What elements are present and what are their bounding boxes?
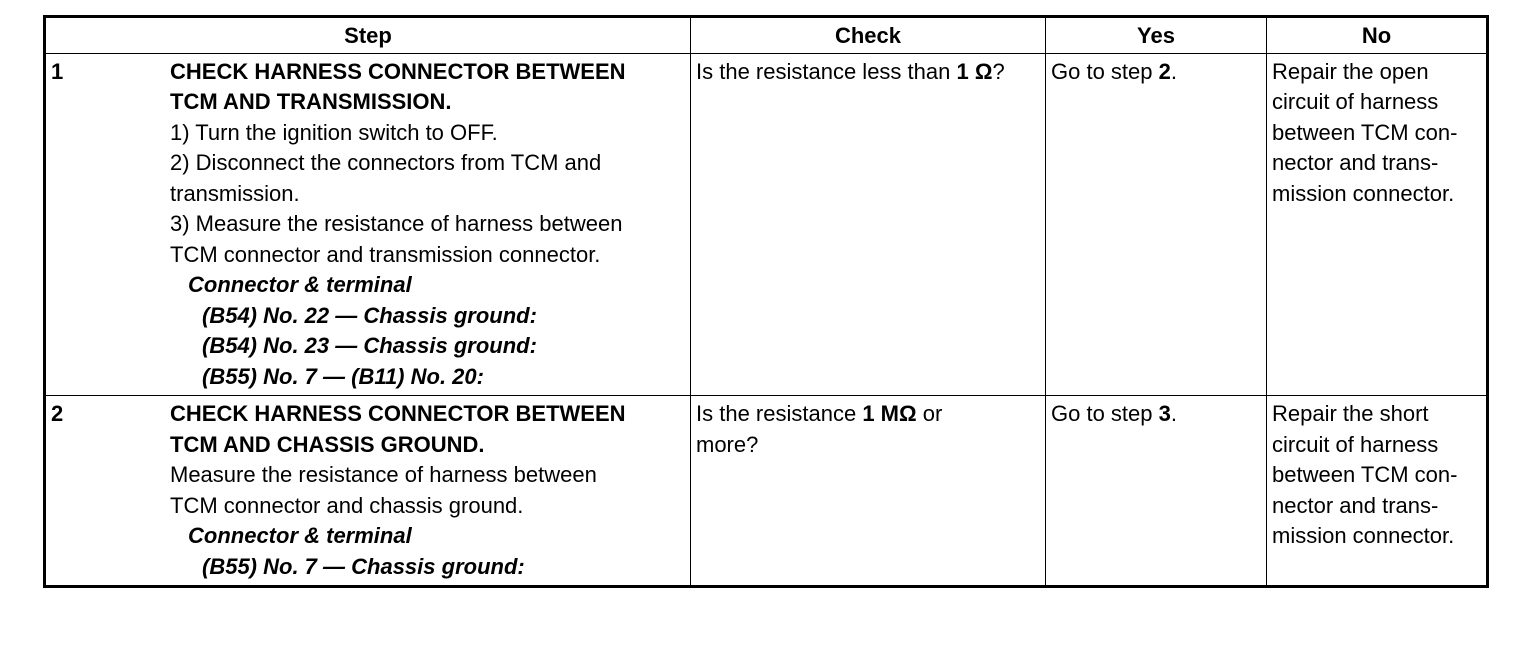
- instruction-line: 1) Turn the ignition switch to OFF.: [170, 119, 498, 145]
- instruction-line: 3) Measure the resistance of harness between: [170, 211, 623, 236]
- check-text: or: [916, 401, 943, 426]
- no-line: mission connector.: [1272, 180, 1455, 206]
- instruction-line: 2) Disconnect the connectors from TCM and: [170, 150, 602, 175]
- instruction-line: Measure the resistance of harness between: [170, 462, 597, 487]
- yes-step-ref: 2: [1158, 58, 1171, 84]
- no-line: circuit of harness: [1272, 431, 1439, 457]
- check-cell: [691, 396, 1046, 587]
- connector-label: Connector & terminal: [188, 272, 412, 297]
- step-title: CHECK HARNESS CONNECTOR BETWEEN: [170, 401, 626, 426]
- no-cell: [1267, 53, 1488, 396]
- instruction-line: TCM connector and transmission connector.: [170, 241, 601, 267]
- terminal-spec: (B55) No. 7 — (B11) No. 20:: [202, 363, 484, 389]
- yes-text: Go to step: [1051, 401, 1159, 426]
- yes-text: Go to step: [1051, 58, 1159, 84]
- step-title: CHECK HARNESS CONNECTOR BETWEEN: [170, 58, 626, 84]
- step-title: TCM AND CHASSIS GROUND.: [170, 431, 485, 457]
- yes-text: .: [1170, 58, 1177, 84]
- terminal-spec: (B54) No. 23 — Chassis ground:: [202, 333, 537, 358]
- no-line: mission connector.: [1272, 523, 1455, 548]
- step-cell: [45, 396, 691, 587]
- header-yes: Yes: [1046, 17, 1267, 54]
- step-cell: [45, 53, 691, 396]
- connector-label: Connector & terminal: [188, 523, 412, 548]
- header-row: [45, 17, 1488, 54]
- no-cell: [1267, 396, 1488, 587]
- table-row: [45, 396, 1488, 587]
- diagnosis-table: [43, 15, 1489, 588]
- check-cell: [691, 53, 1046, 396]
- table-row: [45, 53, 1488, 396]
- terminal-spec: (B54) No. 22 — Chassis ground:: [202, 302, 537, 328]
- header-no: No: [1267, 17, 1488, 54]
- no-line: between TCM con-: [1272, 462, 1458, 487]
- check-value: 1 Ω: [956, 58, 993, 84]
- step-title: TCM AND TRANSMISSION.: [170, 89, 452, 114]
- no-line: Repair the short: [1272, 401, 1429, 426]
- header-check: Check: [691, 17, 1046, 54]
- yes-text: .: [1170, 401, 1177, 426]
- yes-cell: [1046, 396, 1267, 587]
- instruction-line: transmission.: [170, 180, 300, 206]
- check-text: Is the resistance less than: [696, 58, 957, 84]
- step-number: 1: [51, 58, 64, 84]
- yes-step-ref: 3: [1158, 401, 1171, 426]
- check-text: Is the resistance: [696, 401, 863, 426]
- step-number: 2: [51, 401, 64, 426]
- no-line: nector and trans-: [1272, 492, 1439, 518]
- header-step: Step: [45, 17, 691, 54]
- check-text: more?: [696, 431, 759, 457]
- no-line: Repair the open: [1272, 58, 1429, 84]
- no-line: nector and trans-: [1272, 150, 1439, 175]
- check-text: ?: [992, 58, 1005, 84]
- no-line: circuit of harness: [1272, 89, 1439, 114]
- yes-cell: [1046, 53, 1267, 396]
- instruction-line: TCM connector and chassis ground.: [170, 492, 524, 518]
- check-value: 1 MΩ: [862, 401, 917, 426]
- no-line: between TCM con-: [1272, 119, 1458, 145]
- terminal-spec: (B55) No. 7 — Chassis ground:: [202, 553, 525, 579]
